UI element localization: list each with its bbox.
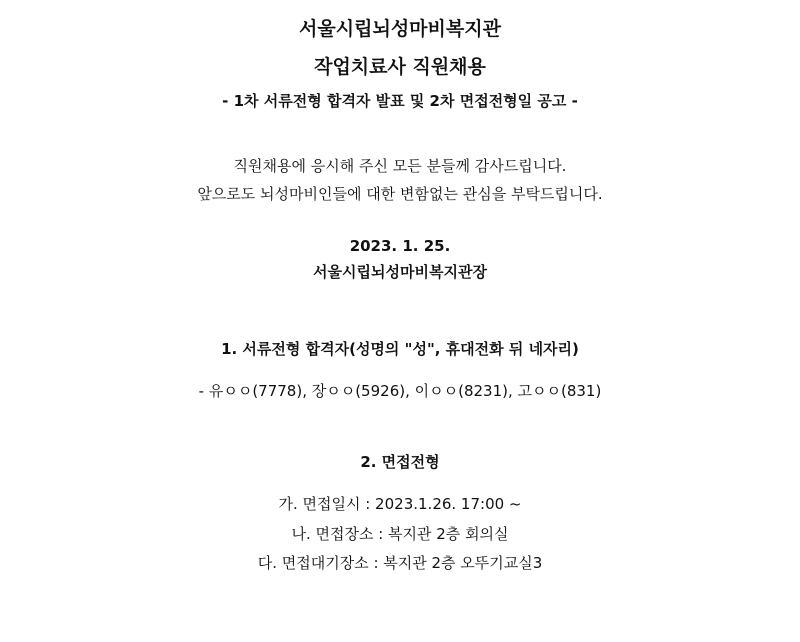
notice-date: 2023. 1. 25. [349, 237, 451, 255]
section-1-heading: 1. 서류전형 합격자(성명의 "성", 휴대전화 뒤 네자리) [221, 340, 579, 358]
greeting-line-2: 앞으로도 뇌성마비인들에 대한 변함없는 관심을 부탁드립니다. [197, 185, 603, 203]
interview-location: 나. 면접장소 : 복지관 2층 회의실 [291, 525, 509, 543]
section-2-heading: 2. 면접전형 [360, 453, 440, 471]
passed-applicants-list: - 유ㅇㅇ(7778), 장ㅇㅇ(5926), 이ㅇㅇ(8231), 고ㅇㅇ(831) [198, 382, 602, 400]
document-title: 작업치료사 직원채용 [314, 56, 486, 78]
greeting-line-1: 직원채용에 응시해 주신 모든 분들께 감사드립니다. [233, 157, 567, 175]
interview-waiting-room: 다. 면접대기장소 : 복지관 2층 오뚜기교실3 [257, 554, 543, 572]
interview-datetime: 가. 면접일시 : 2023.1.26. 17:00 ~ [278, 495, 522, 513]
signer-name: 서울시립뇌성마비복지관장 [313, 263, 487, 281]
organization-name: 서울시립뇌성마비복지관 [299, 18, 501, 40]
document-subtitle: - 1차 서류전형 합격자 발표 및 2차 면접전형일 공고 - [222, 92, 578, 110]
